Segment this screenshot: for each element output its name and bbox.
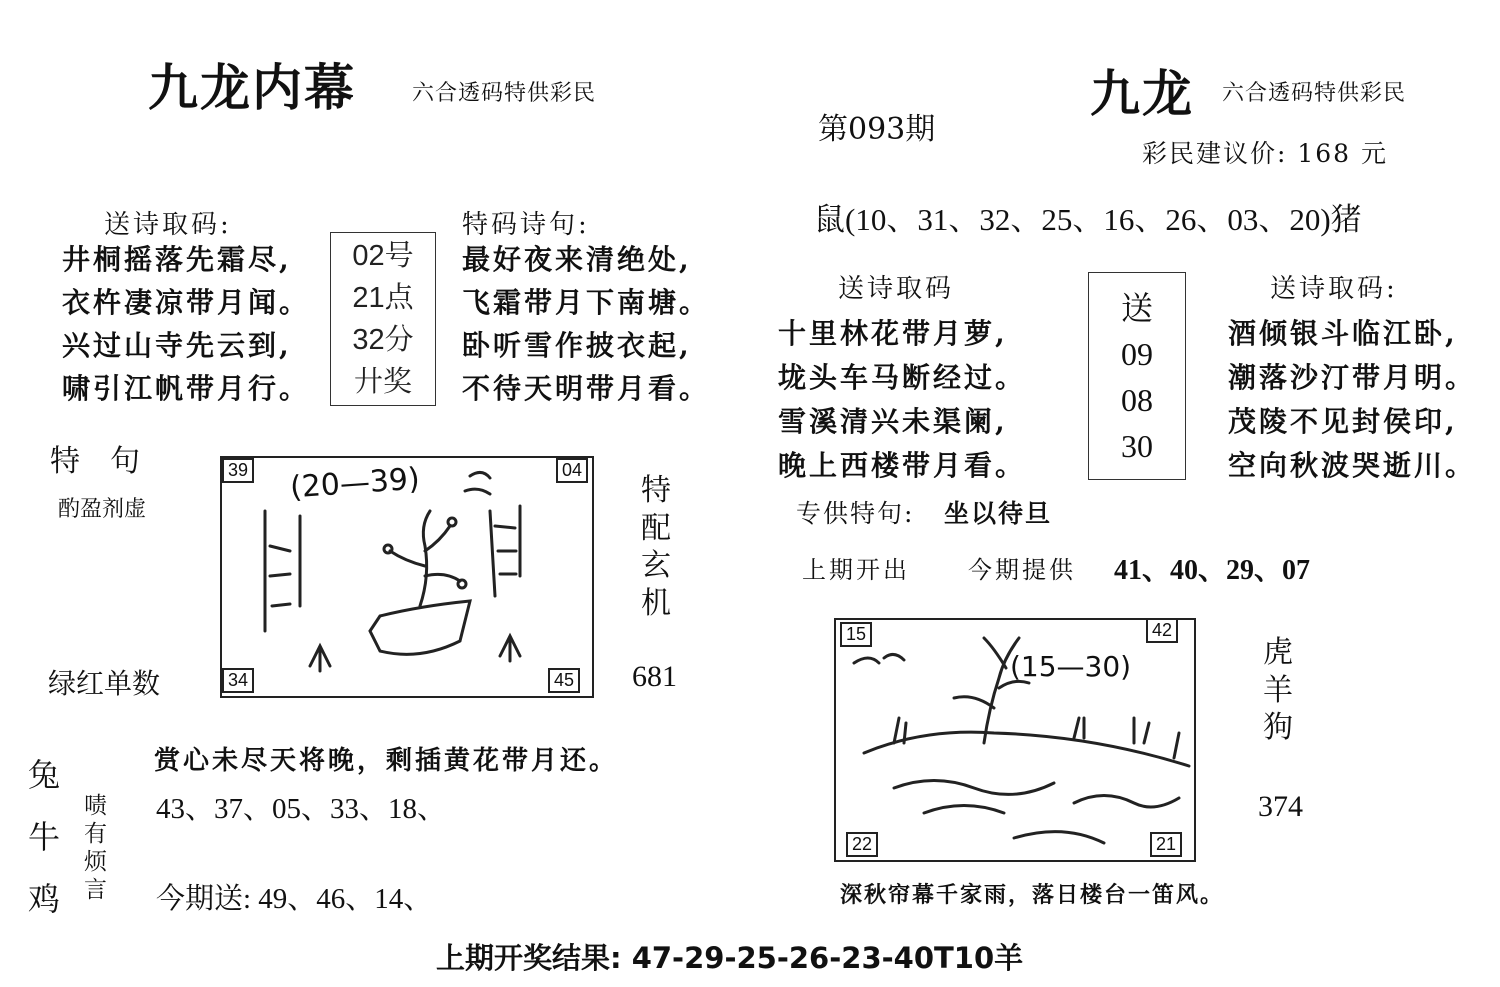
right-poem1-line: 十里林花带月萝, (778, 317, 1008, 350)
left-poem-line: 衣杵凄凉带月闻。 (62, 286, 311, 319)
left-drawing (220, 456, 592, 696)
issue-number: 第093期 (818, 112, 936, 147)
right-bottom-poem: 深秋帘幕千家雨，落日楼台一笛风。 (840, 882, 1225, 908)
animal-char: 兔 (28, 756, 61, 794)
special-phrase: 坐以待旦 (944, 499, 1053, 528)
this-issue-numbers: 41、40、29、07 (1114, 555, 1311, 586)
pic-corner-tr: 42 (1146, 618, 1178, 643)
right-title: 九龙 (1090, 64, 1194, 123)
teju-text: 酌盈剂虚 (58, 497, 147, 522)
pic-corner-tr: 04 (556, 458, 588, 483)
center-box-line: 02号 (352, 240, 414, 272)
right-poem1-heading: 送诗取码 (838, 274, 955, 304)
special-poem-heading: 特码诗句: (462, 210, 590, 240)
right-animals: 虎羊狗 (1263, 635, 1293, 745)
small-char: 烦 (84, 849, 107, 875)
left-animals (28, 744, 60, 930)
right-pic-text: (15—30) (1010, 650, 1132, 683)
left-poem (62, 238, 310, 410)
small-char: 有 (84, 821, 107, 847)
left-bottom-poem: 赏心未尽天将晚，剩插黄花带月还。 (154, 746, 619, 776)
left-numbers-line: 43、37、05、33、18、 (156, 793, 447, 825)
zodiac-line: 鼠(10、31、32、25、16、26、03、20)猪 (814, 202, 1362, 237)
this-issue-label: 今期提供 (968, 556, 1076, 584)
send-box (1088, 272, 1186, 480)
left-title: 九龙内幕 (148, 58, 356, 117)
special-poem-line: 飞霜带月下南塘。 (462, 286, 711, 319)
pic-corner-tl: 39 (222, 458, 254, 483)
left-subtitle: 六合透码特供彩民 (412, 81, 597, 106)
pic-corner-bl: 22 (846, 832, 878, 857)
left-small-vertical (84, 792, 107, 904)
right-poem2-line: 空向秋波哭逝川。 (1228, 449, 1477, 482)
right-drawing (834, 618, 1194, 860)
animal-char: 牛 (28, 818, 61, 856)
last-result: 上期开奖结果: 47-29-25-26-23-40T10羊 (436, 941, 1024, 975)
right-poem1-line: 晚上西楼带月看。 (778, 449, 1027, 482)
pic-corner-bl: 34 (222, 668, 254, 693)
small-char: 啧 (84, 793, 107, 819)
num-681: 681 (632, 660, 677, 693)
right-poem1-line: 雪溪清兴未渠阑, (778, 405, 1008, 438)
small-char: 言 (84, 877, 107, 903)
right-subtitle: 六合透码特供彩民 (1222, 81, 1407, 106)
left-poem-heading: 送诗取码: (104, 210, 232, 240)
special-poem (462, 238, 710, 410)
pic-corner-br: 21 (1150, 832, 1182, 857)
left-poem-line: 井桐摇落先霜尽, (62, 243, 292, 276)
right-poem1 (778, 312, 1026, 488)
special-phrase-label: 专供特句: (796, 499, 915, 528)
right-poem2-line: 潮落沙汀带月明。 (1228, 361, 1477, 394)
today-send: 今期送: 49、46、14、 (156, 883, 433, 915)
special-poem-line: 卧听雪作披衣起, (462, 329, 692, 362)
special-poem-line: 不待天明带月看。 (462, 372, 711, 405)
center-box-line: 21点 (352, 282, 414, 314)
num-374: 374 (1258, 790, 1303, 823)
right-poem2-line: 酒倾银斗临江卧, (1228, 317, 1458, 350)
right-poem2-heading: 送诗取码: (1270, 274, 1398, 304)
center-box-line: 32分 (352, 324, 414, 356)
center-box-line: 廾奖 (353, 366, 412, 398)
right-poem1-line: 垅头车马断经过。 (778, 361, 1027, 394)
special-vertical-text: 特配玄机 (641, 473, 671, 621)
send-box-line: 08 (1121, 382, 1153, 418)
send-box-line: 09 (1121, 336, 1153, 372)
left-poem-line: 啸引江帆带月行。 (62, 372, 311, 405)
special-poem-line: 最好夜来清绝处, (462, 243, 692, 276)
green-red-label: 绿红单数 (48, 667, 161, 700)
right-poem2-line: 茂陵不见封侯印, (1228, 405, 1458, 438)
animal-char: 鸡 (28, 880, 61, 918)
send-box-line: 送 (1120, 290, 1153, 326)
pic-corner-br: 45 (548, 668, 580, 693)
pic-corner-tl: 15 (840, 622, 872, 647)
right-poem2 (1228, 312, 1476, 488)
left-pic-text: (20—39) (288, 461, 421, 506)
left-center-box (330, 232, 436, 406)
send-box-line: 30 (1121, 428, 1153, 464)
teju-label: 特 句 (50, 444, 140, 479)
left-poem-line: 兴过山寺先云到, (62, 329, 292, 362)
price: 彩民建议价: 168 元 (1142, 139, 1389, 168)
last-issue-label: 上期开出 (802, 556, 910, 584)
